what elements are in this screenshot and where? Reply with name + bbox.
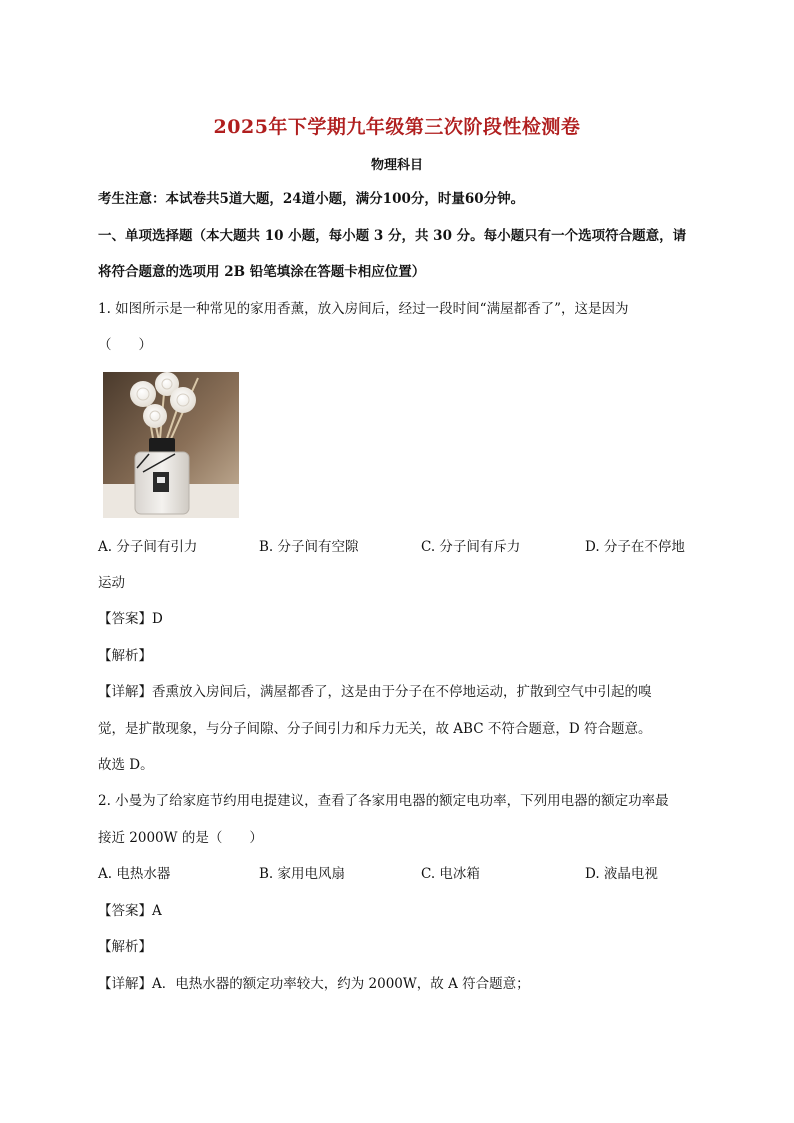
section-heading-line2: 将符合题意的选项用 2B 铅笔填涂在答题卡相应位置） xyxy=(98,264,426,280)
q1-stem-line1: 1. 如图所示是一种常见的家用香薰，放入房间后，经过一段时间“满屋都香了”，这是因为 xyxy=(98,301,629,317)
q2-option-c: C. 电冰箱 xyxy=(421,866,480,882)
q1-option-d: D. 分子在不停地 xyxy=(585,539,685,555)
q2-answer: 【答案】A xyxy=(98,903,162,919)
subject-title: 物理科目 xyxy=(370,158,423,173)
q1-conclusion: 故选 D。 xyxy=(98,757,154,773)
q1-stem-line2: （ ） xyxy=(98,337,152,353)
q1-answer: 【答案】D xyxy=(98,611,163,627)
q2-stem-line2: 接近 2000W 的是（ ） xyxy=(98,830,263,846)
q1-analysis: 【解析】 xyxy=(98,648,152,664)
section-heading-line1: 一、单项选择题（本大题共 10 小题，每小题 3 分，共 30 分。每小题只有一个选项符合题意，请 xyxy=(98,228,687,244)
q2-detail-line1: 【详解】A．电热水器的额定功率较大，约为 2000W，故 A 符合题意； xyxy=(98,976,530,992)
q2-stem-line1: 2. 小曼为了给家庭节约用电提建议，查看了各家用电器的额定电功率，下列用电器的额定功率最 xyxy=(98,793,669,809)
q2-option-b: B. 家用电风扇 xyxy=(259,866,346,882)
q2-analysis: 【解析】 xyxy=(98,939,152,955)
exam-title: 2025年下学期九年级第三次阶段性检测卷 xyxy=(213,116,581,138)
q1-option-c: C. 分子间有斥力 xyxy=(421,539,521,555)
q2-option-a: A. 电热水器 xyxy=(98,866,171,882)
aroma-diffuser-photo xyxy=(103,372,239,518)
q1-option-d-cont: 运动 xyxy=(98,575,125,591)
exam-notice: 考生注意：本试卷共5道大题，24道小题，满分100分，时量60分钟。 xyxy=(98,191,525,207)
q1-option-a: A. 分子间有引力 xyxy=(98,539,198,555)
q1-detail-line1: 【详解】香熏放入房间后，满屋都香了，这是由于分子在不停地运动，扩散到空气中引起的嗅 xyxy=(98,684,652,700)
q2-option-d: D. 液晶电视 xyxy=(585,866,658,882)
q1-option-b: B. 分子间有空隙 xyxy=(259,539,359,555)
q1-detail-line2: 觉，是扩散现象，与分子间隙、分子间引力和斥力无关，故 ABC 不符合题意，D 符合题意。 xyxy=(98,721,652,737)
